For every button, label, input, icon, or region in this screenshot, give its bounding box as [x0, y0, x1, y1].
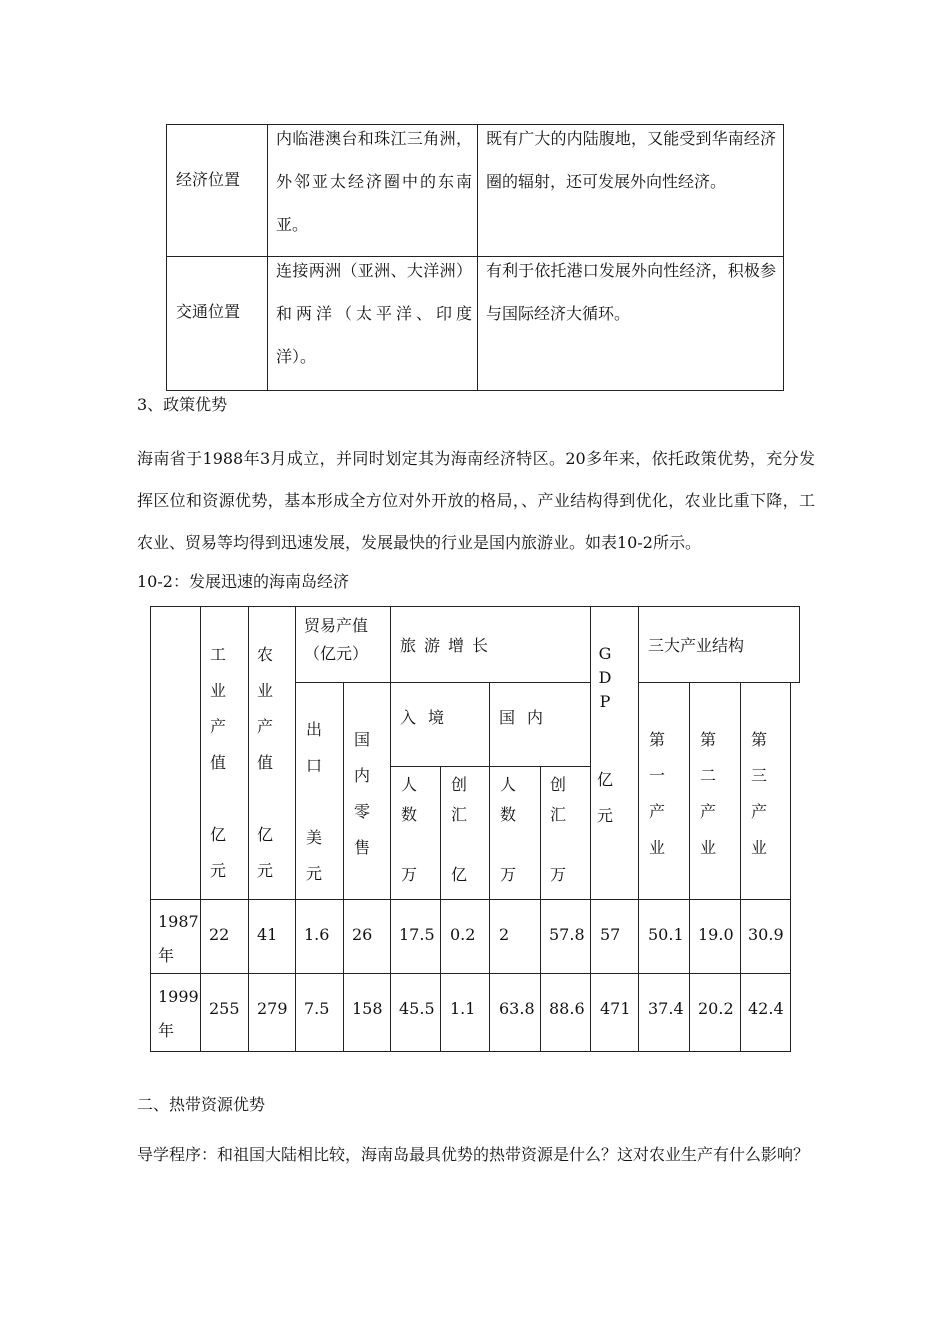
header-domestic-people: 人 数 万 [499, 775, 516, 884]
table-cell: 26 [352, 925, 373, 944]
policy-paragraph: 海南省于1988年3月成立，并同时划定其为海南经济特区。20多年来，依托政策优势，充分发挥区位和资源优势，基本形成全方位对外开放的格局，、产业结构得到优化，农业比重下降，工农业、贸易等均得到迅速发展，发展最快的行业是国内旅游业。如表10-2所示。 [137, 449, 815, 552]
table-cell: 0.2 [450, 925, 476, 944]
header-industrial-output: 工 业 产 值 亿 元 [209, 645, 226, 880]
table-cell: 20.2 [698, 999, 734, 1018]
header-tourism-growth: 旅游增长 [400, 636, 497, 655]
table-cell: 57 [600, 925, 621, 944]
table-cell: 1.6 [304, 925, 330, 944]
table-cell: 50.1 [648, 925, 684, 944]
header-agricultural-output: 农 业 产 值 亿 元 [256, 645, 273, 880]
header-primary-industry: 第 一 产 业 [648, 730, 665, 857]
table-cell: 88.6 [549, 999, 585, 1018]
table-cell: 22 [209, 925, 230, 944]
table-caption: 10-2：发展迅速的海南岛经济 [137, 572, 349, 591]
header-domestic-earnings: 创 汇 万 [549, 775, 566, 884]
header-domestic-retail: 国 内 零 售 [353, 730, 370, 857]
transport-position-description: 连接两洲（亚洲、大洋洲）和两洋（太平洋、印度洋）。 [276, 261, 472, 366]
table-cell: 471 [600, 999, 631, 1018]
header-domestic: 国内 [499, 708, 556, 727]
table-cell: 2 [499, 925, 510, 944]
row-year-1999: 1999年 [158, 987, 199, 1040]
header-secondary-industry: 第 二 产 业 [699, 730, 716, 857]
table-cell: 41 [257, 925, 278, 944]
economic-position-significance: 既有广大的内陆腹地，又能受到华南经济圈的辐射，还可发展外向性经济。 [486, 129, 776, 191]
section-heading-policy: 3、政策优势 [137, 395, 228, 414]
table-cell: 1.1 [450, 999, 476, 1018]
table-cell: 37.4 [648, 999, 684, 1018]
economic-position-description: 内临港澳台和珠江三角洲，外邻亚太经济圈中的东南亚。 [276, 129, 472, 234]
header-tertiary-industry: 第 三 产 业 [750, 730, 767, 857]
table-cell: 45.5 [399, 999, 435, 1018]
row-label-economic: 经济位置 [176, 170, 241, 189]
table-cell: 63.8 [499, 999, 535, 1018]
row-label-transport: 交通位置 [176, 302, 241, 321]
header-industry-structure: 三大产业结构 [648, 636, 745, 655]
table-cell: 17.5 [399, 925, 435, 944]
header-inbound: 入境 [400, 708, 457, 727]
guide-paragraph: 导学程序：和祖国大陆相比较，海南岛最具优势的热带资源是什么？这对农业生产有什么影响？ [137, 1145, 810, 1164]
header-trade-output: 贸易产值（亿元） [304, 616, 369, 663]
table-cell: 7.5 [304, 999, 330, 1018]
table-cell: 19.0 [698, 925, 734, 944]
header-gdp: G D P 亿 元 [596, 644, 613, 825]
header-inbound-earnings: 创 汇 亿 [450, 775, 467, 884]
transport-position-significance: 有利于依托港口发展外向性经济，积极参与国际经济大循环。 [486, 261, 776, 323]
table-cell: 158 [352, 999, 383, 1018]
row-year-1987: 1987年 [158, 912, 199, 965]
table-cell: 255 [209, 999, 240, 1018]
table-cell: 279 [257, 999, 288, 1018]
table-cell: 30.9 [748, 925, 784, 944]
header-inbound-people: 人 数 万 [400, 775, 417, 884]
section-heading-tropical: 二、热带资源优势 [137, 1095, 266, 1114]
table-cell: 42.4 [748, 999, 784, 1018]
table-cell: 57.8 [549, 925, 585, 944]
header-export: 出 口 美 元 [305, 720, 322, 883]
